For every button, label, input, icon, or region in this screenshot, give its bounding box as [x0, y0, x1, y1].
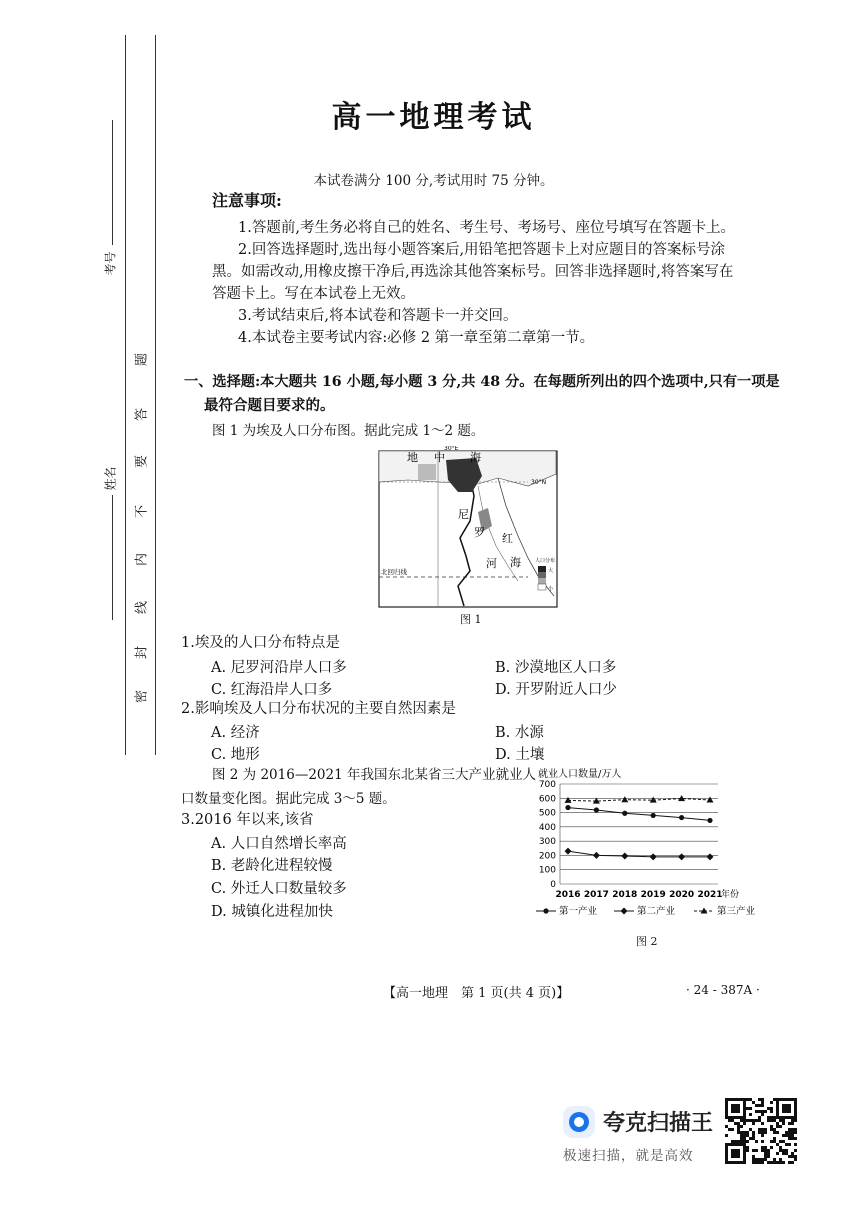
- legend-label-1: 第一产业: [559, 906, 598, 917]
- seal-char-3: 要: [134, 455, 150, 469]
- notice-item-3: 3.考试结束后,将本试卷和答题卡一并交回。: [238, 308, 518, 324]
- q2-option-c: C. 地形: [211, 747, 260, 763]
- chart-point-s1-6: [707, 818, 712, 823]
- chart-series-line-3: [568, 799, 710, 802]
- chart-point-s2-6: [707, 853, 714, 860]
- section1-heading: 一、选择题:本大题共 16 小题,每小题 3 分,共 48 分。在每题所列出的四个选项中,只有一项是: [184, 374, 780, 390]
- red-sea-char-1: 红: [502, 532, 513, 545]
- seal-char-8: 密: [134, 690, 150, 704]
- figure2-caption: 图 2: [636, 935, 658, 948]
- nile-char-3: 河: [486, 557, 497, 570]
- chart-point-s2-2: [593, 852, 600, 859]
- q3-stem: 3.2016 年以来,该省: [181, 812, 314, 828]
- seal-char-7: 封: [134, 646, 150, 660]
- q2-option-d: D. 土壤: [495, 747, 545, 763]
- fig1-intro: 图 1 为埃及人口分布图。据此完成 1～2 题。: [212, 423, 485, 439]
- figure1-map: [378, 446, 558, 608]
- scanner-logo-icon: [563, 1106, 595, 1138]
- legend-marker-2: [621, 908, 628, 915]
- legend-swatch-1: [538, 566, 546, 572]
- chart-ytick-label: 0: [550, 880, 556, 890]
- sea-char-1: 地: [407, 451, 418, 464]
- notice-heading: 注意事项:: [212, 191, 282, 210]
- seal-char-6: 线: [134, 601, 150, 615]
- chart-xtick-label: 2020: [669, 890, 695, 900]
- chart-point-s2-1: [565, 848, 572, 855]
- chart-point-s2-5: [678, 853, 685, 860]
- q1-option-c: C. 红海沿岸人口多: [211, 682, 333, 698]
- chart-ytick-label: 200: [538, 851, 556, 862]
- exam-title: 高一地理考试: [331, 100, 536, 135]
- seal-char-2: 答: [134, 408, 150, 422]
- q3-option-a: A. 人口自然增长率高: [211, 836, 347, 852]
- q1-option-d: D. 开罗附近人口少: [495, 682, 617, 698]
- fig2-intro-2: 口数量变化图。据此完成 3～5 题。: [181, 791, 396, 807]
- scanner-slogan: 极速扫描，就是高效: [563, 1148, 694, 1164]
- lon-label: 30°E: [444, 446, 459, 452]
- q2-stem: 2.影响埃及人口分布状况的主要自然因素是: [181, 701, 456, 717]
- chart-xlabel: 年份: [721, 890, 740, 900]
- figure1-caption: 图 1: [460, 613, 482, 626]
- chart-point-s3-1: [565, 797, 572, 803]
- legend-swatch-2: [538, 572, 546, 578]
- notice-item-2: 2.回答选择题时,选出每小题答案后,用铅笔把答题卡上对应题目的答案标号涂: [238, 242, 726, 258]
- notice-item-2-end: 答题卡上。写在本试卷上无效。: [212, 286, 415, 302]
- chart-point-s1-4: [651, 813, 656, 818]
- q1-option-a: A. 尼罗河沿岸人口多: [211, 660, 347, 676]
- q1-option-b: B. 沙漠地区人口多: [495, 660, 617, 676]
- q3-option-b: B. 老龄化进程较慢: [211, 858, 333, 874]
- qr-code-icon: [725, 1098, 797, 1166]
- red-sea-char-2: 海: [510, 556, 521, 569]
- sea-char-3: 海: [470, 451, 481, 464]
- q1-stem: 1.埃及的人口分布特点是: [181, 635, 340, 651]
- q3-option-d: D. 城镇化进程加快: [211, 904, 333, 920]
- chart-ytick-label: 300: [538, 837, 556, 848]
- legend-label-3: 第三产业: [717, 906, 756, 917]
- chart-xtick-label: 2018: [612, 890, 638, 900]
- exam-meta: 本试卷满分 100 分,考试用时 75 分钟。: [313, 173, 554, 189]
- chart-series-line-1: [568, 808, 710, 821]
- legend-swatch-3: [538, 578, 546, 584]
- chart-ytick-label: 400: [538, 822, 556, 833]
- chart-ytick-label: 100: [538, 865, 556, 876]
- legend-title: 人口分布: [535, 558, 556, 564]
- fig2-intro-1: 图 2 为 2016—2021 年我国东北某省三大产业就业人: [212, 767, 536, 783]
- egypt-map-svg: [378, 446, 558, 608]
- chart-ytick-label: 500: [538, 808, 556, 819]
- notice-item-1: 1.答题前,考生务必将自己的姓名、考生号、考场号、座位号填写在答题卡上。: [238, 220, 735, 236]
- chart-ytick-label: 700: [538, 780, 556, 790]
- chart-point-s1-2: [594, 807, 599, 812]
- legend-label-2: 第二产业: [637, 906, 676, 917]
- chart-point-s1-3: [622, 811, 627, 816]
- binding-line-inner: [155, 35, 156, 755]
- chart-point-s1-5: [679, 815, 684, 820]
- chart-series-line-2: [568, 851, 710, 857]
- chart-point-s3-3: [621, 796, 628, 802]
- q2-option-a: A. 经济: [211, 725, 260, 741]
- legend-low: 小: [548, 586, 554, 592]
- coastal-population: [418, 464, 436, 480]
- chart-point-s2-4: [650, 853, 657, 860]
- chart-point-s2-3: [621, 853, 628, 860]
- chart-point-s1-1: [565, 805, 570, 810]
- nile-char-1: 尼: [458, 508, 469, 521]
- q2-option-b: B. 水源: [495, 725, 544, 741]
- legend-swatch-4: [538, 584, 546, 590]
- chart-xtick-label: 2016: [555, 890, 581, 900]
- chart-xtick-label: 2021: [697, 890, 723, 900]
- lat-label: 30°N: [531, 479, 547, 486]
- chart-point-s3-6: [707, 797, 714, 803]
- sea-char-2: 中: [434, 451, 445, 464]
- field-xingming-label: 姓名: [103, 466, 118, 491]
- field-xingming-line: [112, 495, 113, 620]
- tropic-label: 北回归线: [381, 568, 407, 576]
- chart-xtick-label: 2019: [640, 890, 666, 900]
- binding-line-outer: [125, 35, 126, 755]
- chart-ytick-label: 600: [538, 794, 556, 805]
- field-kaohao-label: 考号: [103, 251, 118, 276]
- seal-char-5: 内: [134, 553, 150, 567]
- scanner-watermark: [563, 1098, 803, 1168]
- paper-code: · 24 - 387A ·: [686, 983, 760, 997]
- employment-line-chart: [528, 766, 778, 936]
- seal-char-4: 不: [134, 505, 150, 519]
- legend-marker-1: [543, 908, 548, 913]
- section1-heading-cont: 最符合题目要求的。: [204, 397, 335, 414]
- legend-high: 大: [548, 568, 554, 574]
- chart-xtick-label: 2017: [583, 890, 609, 900]
- notice-item-4: 4.本试卷主要考试内容:必修 2 第一章至第二章第一节。: [238, 330, 595, 346]
- notice-item-2-cont: 黑。如需改动,用橡皮擦干净后,再选涂其他答案标号。回答非选择题时,将答案写在: [212, 264, 734, 280]
- page-footer: 【高一地理 第 1 页(共 4 页)】: [383, 986, 570, 1001]
- scanner-brand: 夸克扫描王: [603, 1111, 714, 1136]
- chart-ylabel: 就业人口数量/万人: [538, 769, 622, 780]
- seal-char-1: 题: [134, 353, 150, 367]
- figure2-chart: [528, 766, 778, 936]
- nile-char-2: 罗: [474, 526, 485, 539]
- q3-option-c: C. 外迁人口数量较多: [211, 881, 347, 897]
